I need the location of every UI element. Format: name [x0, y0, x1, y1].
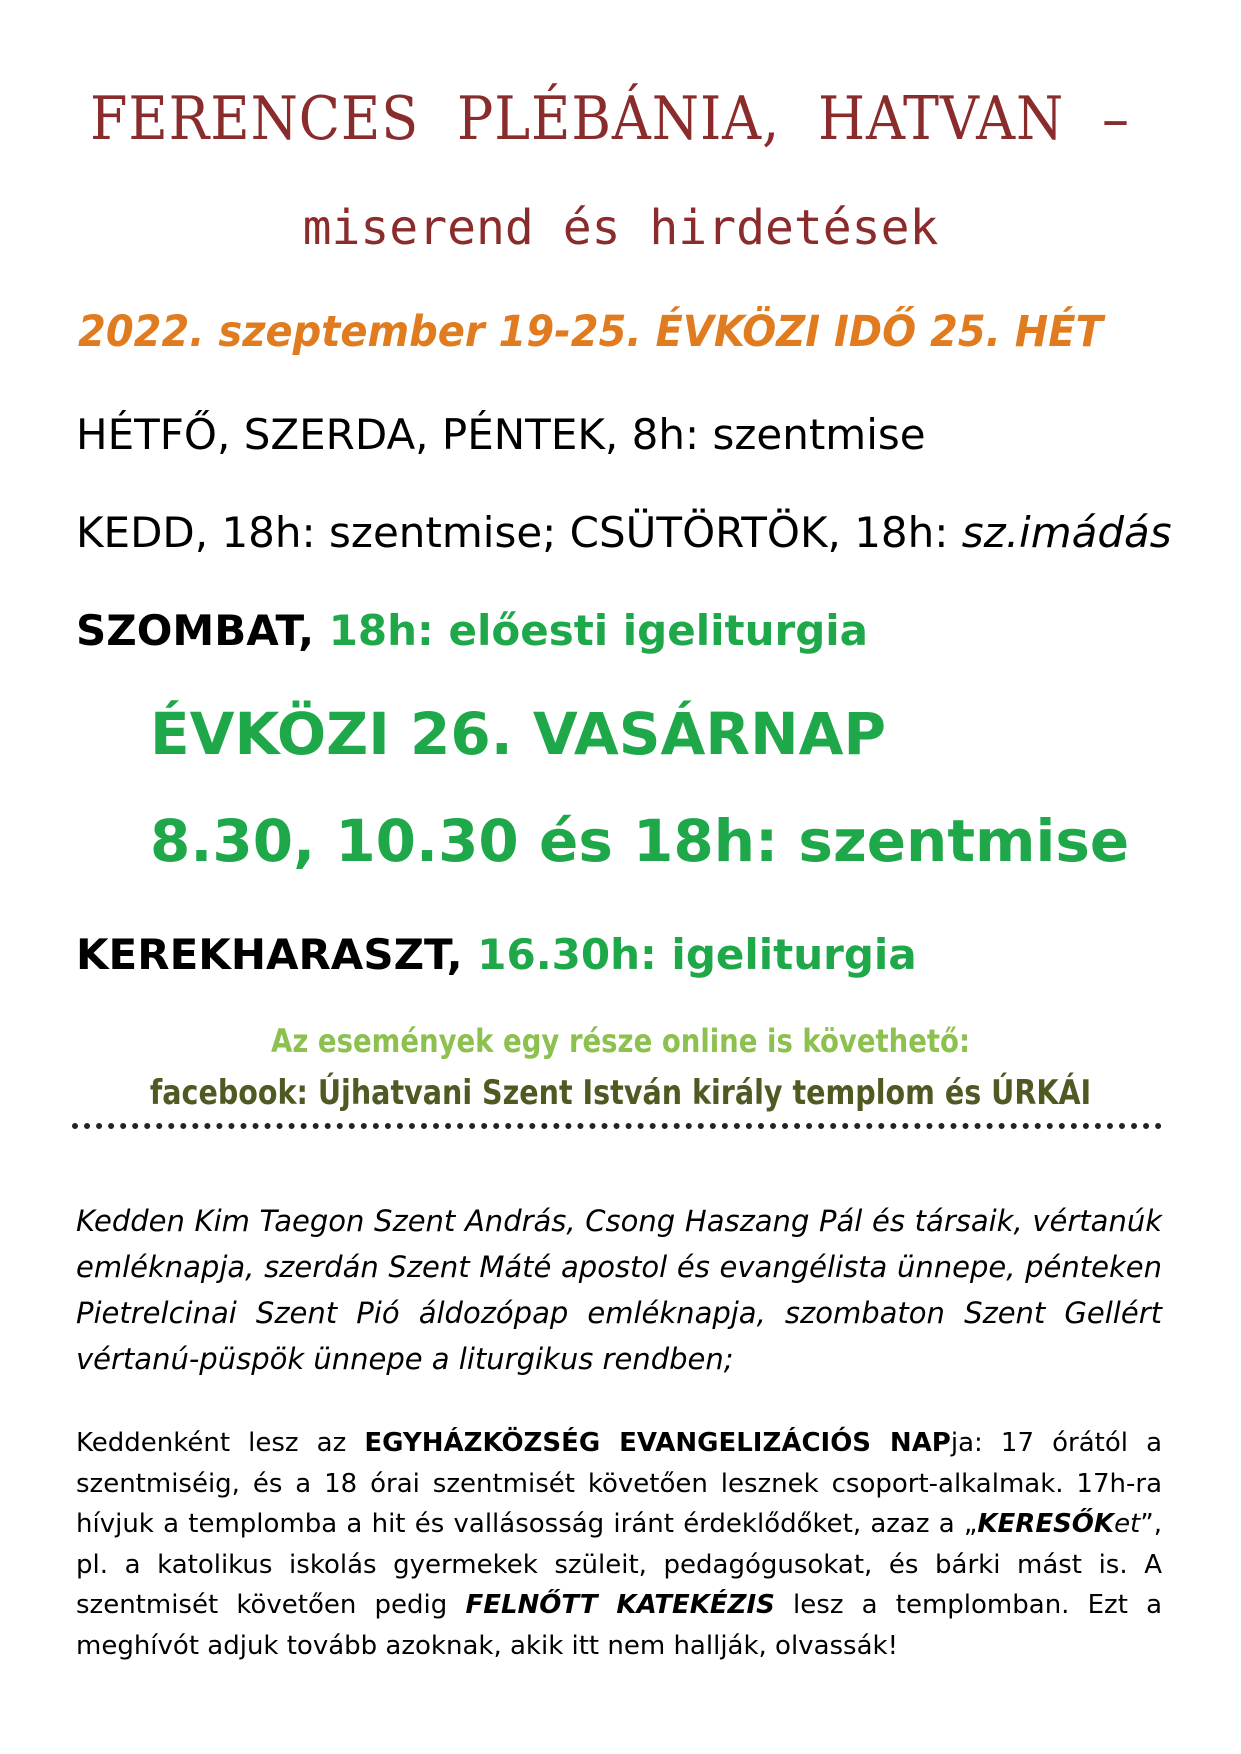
p2-seekers-suffix: et [1114, 1509, 1141, 1539]
p2-text-c: ja: 17 órától a szentmiséig, és a 18 órai szentmisét követően lesznek csoport-alkalmak. 17h-ra hívjuk a templomba a hit és vallásosság iránt érdeklődőket, azaz a „ [76, 1428, 1162, 1539]
week-heading: 2022. szeptember 19-25. ÉVKÖZI IDŐ 25. HÉT [78, 307, 1103, 357]
facebook-note: facebook: Újhatvani Szent István király templom és ÚRKÁI [149, 1073, 1092, 1113]
adoration-text: sz.imádás [961, 508, 1172, 557]
p2-adult-catechesis: FELNŐTT KATEKÉZIS [465, 1590, 775, 1620]
online-note: Az események egy része online is követhető: [271, 1022, 970, 1060]
p2-evangelization-day: EGYHÁZKÖZSÉG EVANGELIZÁCIÓS NAP [364, 1428, 951, 1458]
saturday-line [76, 606, 868, 655]
evangelization-paragraph [76, 1423, 1162, 1666]
p2-text-f: ”, pl. a katolikus iskolás gyermekek szüleit, pedagógusokat, és bárki mást is. A szentmisét követően pedig [76, 1509, 1162, 1620]
sunday-title: ÉVKÖZI 26. VASÁRNAP [150, 700, 887, 768]
p2-text-h: lesz a templomban. Ezt a meghívót adjuk tovább azoknak, akik itt nem hallják, olvassák! [76, 1590, 1163, 1661]
tuesday-thursday-line [76, 508, 1172, 557]
weekday-mass-line: HÉTFŐ, SZERDA, PÉNTEK, 8h: szentmise [76, 410, 926, 459]
tuesday-thursday-text: KEDD, 18h: szentmise; CSÜTÖRTÖK, 18h: [76, 508, 962, 557]
p2-text-a: Keddenként lesz az [76, 1428, 365, 1458]
kerekharaszt-place: KEREKHARASZT, [76, 930, 478, 979]
kerekharaszt-event: 16.30h: igeliturgia [477, 930, 917, 979]
sunday-times: 8.30, 10.30 és 18h: szentmise [150, 807, 1130, 875]
page-subtitle: miserend és hirdetések [302, 200, 939, 256]
page-title: FERENCES PLÉBÁNIA, HATVAN – [90, 84, 1130, 154]
feast-days-paragraph: Kedden Kim Taegon Szent András, Csong Haszang Pál és társaik, vértanúk emléknapja, szerdán Szent Máté apostol és evangélista ünnepe, pénteken Pietrelcinai Szent Pió áldozópap emléknapja, szombaton Szent Gellért vértanú-püspök ünnepe a liturgikus rendben; [76, 1204, 1162, 1376]
saturday-day: SZOMBAT, [76, 606, 329, 655]
dotted-divider [72, 1123, 1162, 1129]
p2-seekers: KERESŐK [977, 1509, 1115, 1539]
kerekharaszt-line [76, 930, 917, 979]
saturday-event: 18h: előesti igeliturgia [328, 606, 869, 655]
